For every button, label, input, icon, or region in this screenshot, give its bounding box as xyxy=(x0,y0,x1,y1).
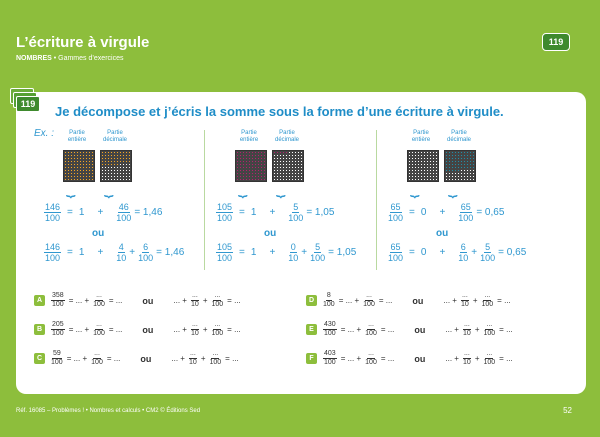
fraction: $\frac{...}{100}$ xyxy=(483,321,496,337)
header-integer-part: Partie entière xyxy=(411,130,431,143)
fraction: $\frac{65}{100}$ xyxy=(388,242,404,263)
fraction: $\frac{146}{100}$ xyxy=(45,202,61,223)
fraction: $\frac{8}{100}$ xyxy=(323,292,335,308)
hundredths-grid xyxy=(100,150,132,182)
decomposition-line: $\frac{146}{100}$ = 1 + $\frac{4}{10}$ + $\frac{6}{100}$ = 1,46 xyxy=(45,242,185,263)
brace-icon: ⏟ xyxy=(66,180,76,197)
decomposition-line: $\frac{105}{100}$ = 1 + $\frac{0}{10}$ + $\frac{5}{100}$ = 1,05 xyxy=(217,242,357,263)
page-title: L’écriture à virgule xyxy=(16,34,150,51)
exercise-item: C $\frac{59}{100}$ = ... + $\frac{...}{100}$ = ... ou ... + $\frac{...}{10}$ + $\frac{...}{100}$ = ... xyxy=(34,350,239,367)
item-letter: B xyxy=(34,324,45,335)
fraction: $\frac{...}{100}$ xyxy=(483,350,496,366)
hundredths-grid xyxy=(444,150,476,182)
fraction: $\frac{...}{100}$ xyxy=(365,350,377,366)
divider xyxy=(204,130,205,270)
fraction: $\frac{...}{10}$ xyxy=(460,292,469,308)
fraction: $\frac{5}{100}$ xyxy=(310,242,326,263)
fraction: $\frac{205}{100}$ xyxy=(52,321,64,337)
footer-reference: Réf. 16085 – Problèmes ! • Nombres et calculs • CM2 © Éditions Sed xyxy=(16,408,201,414)
fraction: $\frac{...}{10}$ xyxy=(462,321,471,337)
fraction: $\frac{403}{100}$ xyxy=(324,350,336,366)
subtitle: NOMBRES • Gammes d’exercices xyxy=(16,55,124,62)
brace-icon: ⏟ xyxy=(410,180,420,197)
fraction: $\frac{...}{100}$ xyxy=(363,292,375,308)
fraction: $\frac{...}{100}$ xyxy=(209,350,222,366)
decomposition-line: $\frac{105}{100}$ = 1 + $\frac{5}{100}$ = 1,05 xyxy=(217,202,335,223)
or-label: ou xyxy=(264,228,277,239)
or-label: ou xyxy=(92,228,105,239)
unit-grid xyxy=(235,150,267,182)
header-decimal-part: Partie décimale xyxy=(446,130,471,143)
header-decimal-part: Partie décimale xyxy=(274,130,299,143)
fraction: $\frac{...}{100}$ xyxy=(365,321,377,337)
brace-icon: ⏟ xyxy=(104,180,114,197)
item-letter: A xyxy=(34,295,45,306)
item-letter: C xyxy=(34,353,45,364)
exercise-item: B $\frac{205}{100}$ = ... + $\frac{...}{100}$ = ... ou ... + $\frac{...}{10}$ + $\frac{...}{100}$ = ... xyxy=(34,321,241,338)
fraction: $\frac{358}{100}$ xyxy=(52,292,64,308)
brace-icon: ⏟ xyxy=(276,180,286,197)
example-label: Ex. : xyxy=(34,128,55,139)
fraction: $\frac{...}{10}$ xyxy=(190,321,199,337)
fraction: $\frac{6}{100}$ xyxy=(138,242,154,263)
unit-grid xyxy=(63,150,95,182)
fraction: $\frac{105}{100}$ xyxy=(217,202,233,223)
fraction: $\frac{...}{100}$ xyxy=(93,292,105,308)
header-integer-part: Partie entière xyxy=(67,130,87,143)
header-integer-part: Partie entière xyxy=(239,130,259,143)
divider xyxy=(376,130,377,270)
exercise-badge: 119 xyxy=(10,88,40,116)
fraction: $\frac{...}{100}$ xyxy=(211,321,224,337)
brace-icon: ⏟ xyxy=(448,180,458,197)
decomposition-line: $\frac{65}{100}$ = 0 + $\frac{6}{10}$ + $\frac{5}{100}$ = 0,65 xyxy=(388,242,527,263)
fraction: $\frac{146}{100}$ xyxy=(45,242,61,263)
fraction: $\frac{46}{100}$ xyxy=(116,202,132,223)
instruction: Je décompose et j’écris la somme sous la forme d’une écriture à virgule. xyxy=(55,104,504,119)
exercise-item: D $\frac{8}{100}$ = ... + $\frac{...}{100}$ = ... ou ... + $\frac{...}{10}$ + $\frac{...}{100}$ = ... xyxy=(306,292,511,309)
fraction: $\frac{...}{100}$ xyxy=(211,292,224,308)
exercise-item: F $\frac{403}{100}$ = ... + $\frac{...}{100}$ = ... ou ... + $\frac{...}{10}$ + $\frac{...}{100}$ = ... xyxy=(306,350,513,367)
fraction: $\frac{4}{10}$ xyxy=(116,242,127,263)
exercise-number-badge: 119 xyxy=(542,33,570,51)
fraction: $\frac{...}{10}$ xyxy=(188,350,197,366)
fraction: $\frac{...}{10}$ xyxy=(462,350,471,366)
item-letter: E xyxy=(306,324,317,335)
fraction: $\frac{...}{100}$ xyxy=(91,350,103,366)
fraction: $\frac{...}{100}$ xyxy=(481,292,494,308)
fraction: $\frac{5}{100}$ xyxy=(480,242,496,263)
fraction: $\frac{59}{100}$ xyxy=(51,350,63,366)
brace-icon: ⏟ xyxy=(238,180,248,197)
fraction: $\frac{5}{100}$ xyxy=(288,202,304,223)
fraction: $\frac{65}{100}$ xyxy=(458,202,474,223)
or-label: ou xyxy=(436,228,449,239)
fraction: $\frac{105}{100}$ xyxy=(217,242,233,263)
exercise-item: A $\frac{358}{100}$ = ... + $\frac{...}{100}$ = ... ou ... + $\frac{...}{10}$ + $\frac{...}{100}$ = ... xyxy=(34,292,241,309)
item-letter: D xyxy=(306,295,317,306)
unit-grid xyxy=(407,150,439,182)
item-letter: F xyxy=(306,353,317,364)
exercise-item: E $\frac{430}{100}$ = ... + $\frac{...}{100}$ = ... ou ... + $\frac{...}{10}$ + $\frac{...}{100}$ = ... xyxy=(306,321,513,338)
fraction: $\frac{0}{10}$ xyxy=(288,242,299,263)
fraction: $\frac{...}{100}$ xyxy=(93,321,105,337)
fraction: $\frac{65}{100}$ xyxy=(388,202,404,223)
decomposition-line: $\frac{146}{100}$ = 1 + $\frac{46}{100}$ = 1,46 xyxy=(45,202,163,223)
fraction: $\frac{430}{100}$ xyxy=(324,321,336,337)
fraction: $\frac{6}{10}$ xyxy=(458,242,469,263)
header-decimal-part: Partie décimale xyxy=(102,130,127,143)
fraction: $\frac{...}{10}$ xyxy=(190,292,199,308)
hundredths-grid xyxy=(272,150,304,182)
footer-page-number: 52 xyxy=(563,406,572,415)
decomposition-line: $\frac{65}{100}$ = 0 + $\frac{65}{100}$ = 0,65 xyxy=(388,202,505,223)
